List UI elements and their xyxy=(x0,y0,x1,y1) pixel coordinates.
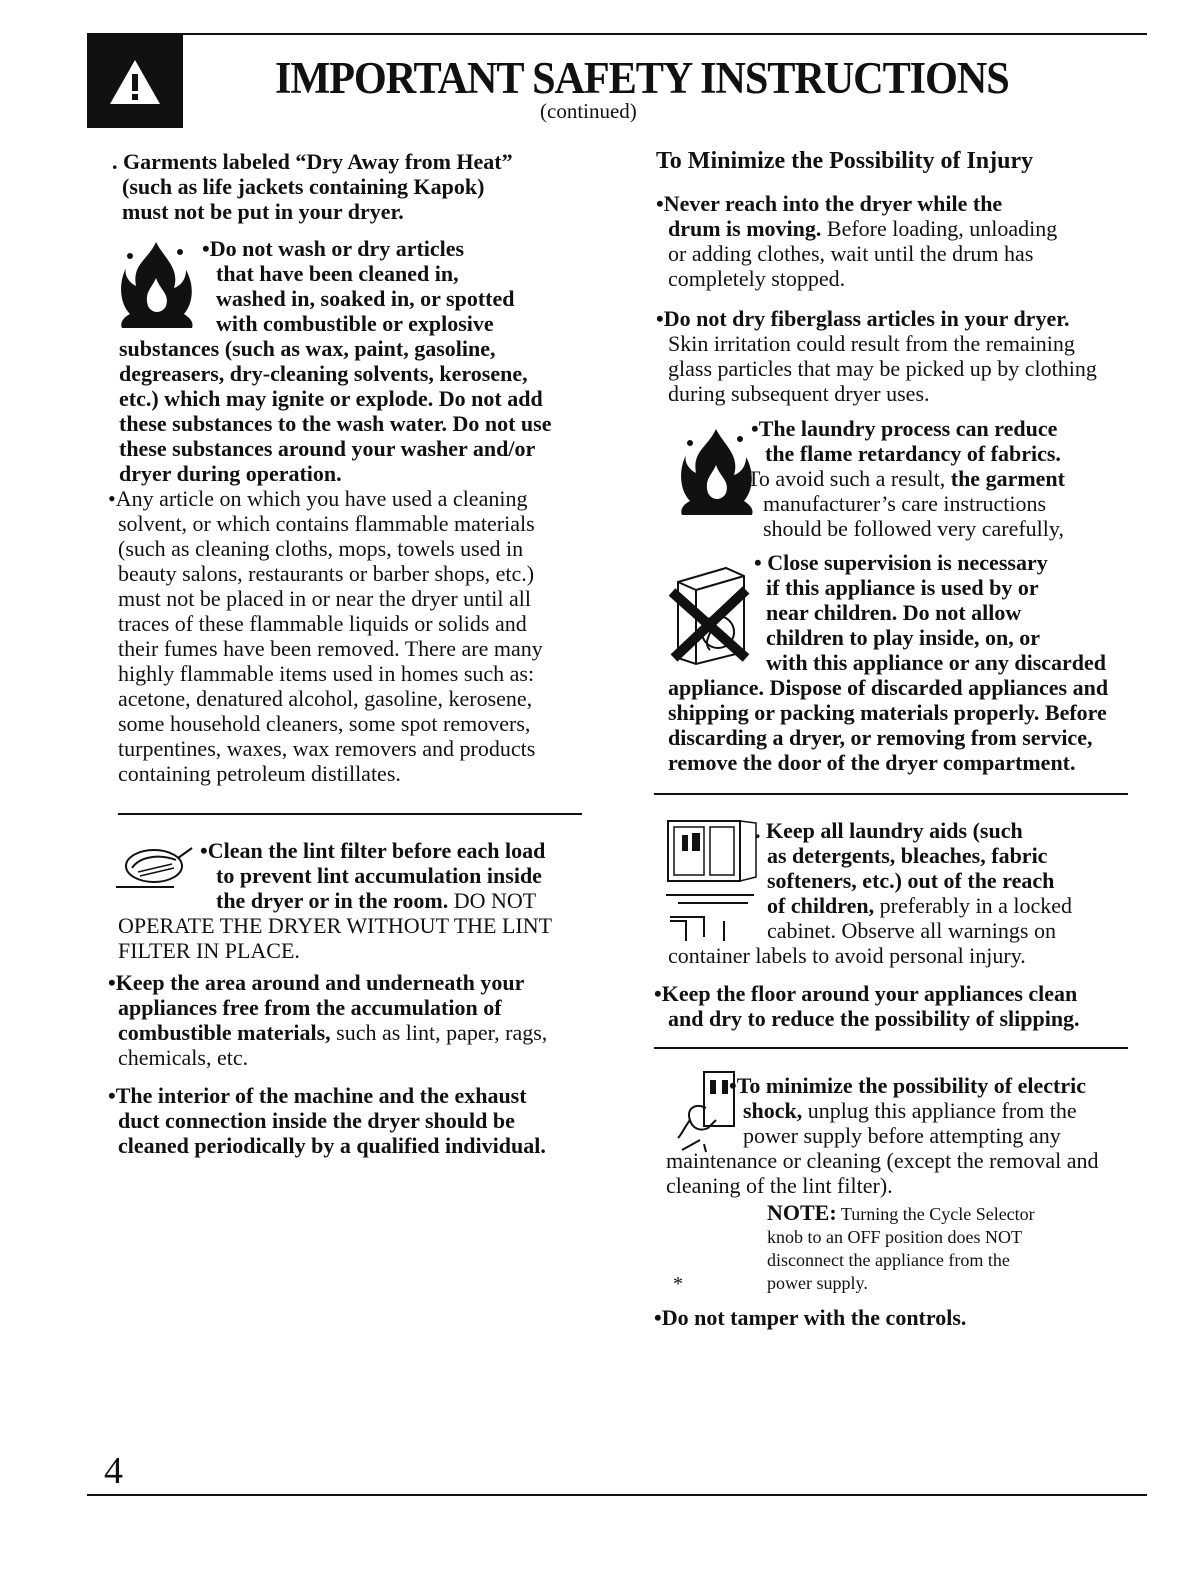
text-line: •Do not tamper with the controls. xyxy=(654,1305,967,1330)
cabinet-icon xyxy=(664,817,760,943)
text-line: appliances free from the accumulation of xyxy=(118,995,502,1020)
text-line: turpentines, waxes, wax removers and products xyxy=(118,736,536,761)
text-line: traces of these flammable liquids or solids and xyxy=(118,611,527,636)
asterisk-mark: * xyxy=(673,1273,683,1295)
text-line: •Any article on which you have used a cleaning xyxy=(108,486,528,511)
text-line: children to play inside, on, or xyxy=(766,625,1041,650)
text-span: shock, xyxy=(743,1098,803,1123)
text-line xyxy=(108,1020,547,1045)
text-line: •Keep the floor around your appliances clean xyxy=(654,981,1078,1006)
text-line: discarding a dryer, or removing from service, xyxy=(668,725,1093,750)
left-divider xyxy=(118,813,582,815)
any-article-block xyxy=(108,486,543,786)
text-line: to prevent lint accumulation inside xyxy=(216,863,542,888)
text-span: of children, xyxy=(767,893,875,918)
floor-block xyxy=(654,981,1080,1031)
text-span: Turning the Cycle Selector xyxy=(836,1204,1035,1224)
text-line: disconnect the appliance from the xyxy=(767,1250,1010,1270)
text-line: •Never reach into the dryer while the xyxy=(656,191,1003,216)
text-line xyxy=(747,466,1065,491)
text-line: duct connection inside the dryer should be xyxy=(118,1108,515,1133)
text-line: must not be placed in or near the dryer until all xyxy=(118,586,531,611)
fiberglass-block xyxy=(656,306,1097,406)
note-block xyxy=(767,1201,1035,1295)
text-line: as detergents, bleaches, fabric xyxy=(767,843,1048,868)
text-line xyxy=(200,888,545,913)
text-line: near children. Do not allow xyxy=(766,600,1022,625)
text-line: remove the door of the dryer compartment. xyxy=(668,750,1076,775)
text-line: these substances around your washer and/or xyxy=(119,436,536,461)
text-line: and dry to reduce the possibility of slipping. xyxy=(668,1006,1080,1031)
tamper-block xyxy=(654,1305,966,1330)
text-line: acetone, denatured alcohol, gasoline, kerosene, xyxy=(118,686,533,711)
right-divider xyxy=(654,793,1128,795)
text-line: should be followed very carefully, xyxy=(763,516,1064,541)
text-line: OPERATE THE DRYER WITHOUT THE LINT xyxy=(118,913,553,938)
text-span: the dryer or in the room. xyxy=(216,888,449,913)
supervision-continued xyxy=(668,675,1108,775)
text-line xyxy=(656,216,1057,241)
right-divider-2 xyxy=(654,1047,1128,1049)
text-span: such as lint, paper, rags, xyxy=(330,1020,548,1045)
text-line: the flame retardancy of fabrics. xyxy=(765,441,1061,466)
text-line: container labels to avoid personal injury. xyxy=(668,943,1026,968)
top-rule xyxy=(87,33,1147,35)
text-line xyxy=(767,1201,1035,1226)
lint-filter-block xyxy=(200,838,545,913)
text-line: degreasers, dry-cleaning solvents, kerosene, xyxy=(119,361,528,386)
no-child-in-appliance-icon xyxy=(666,562,750,666)
text-span: DO NOT xyxy=(448,888,537,913)
text-span: Before loading, unloading xyxy=(821,216,1058,241)
warning-box xyxy=(87,34,183,128)
electric-shock-continued xyxy=(666,1148,1098,1198)
text-line: substances (such as wax, paint, gasoline, xyxy=(119,336,496,361)
lint-filter-icon xyxy=(114,838,196,894)
text-line: softeners, etc.) out of the reach xyxy=(767,868,1055,893)
note-label: NOTE: xyxy=(767,1200,837,1225)
text-span: preferably in a locked xyxy=(874,893,1073,918)
text-line: chemicals, etc. xyxy=(118,1045,249,1070)
text-line: . Garments labeled “Dry Away from Heat” xyxy=(112,149,513,174)
do-not-wash-continued xyxy=(119,336,551,486)
page-title: IMPORTANT SAFETY INSTRUCTIONS xyxy=(275,53,1009,103)
text-line: if this appliance is used by or xyxy=(766,575,1039,600)
text-line: power supply. xyxy=(767,1273,868,1293)
text-line: cleaned periodically by a qualified individual. xyxy=(118,1133,546,1158)
text-line: appliance. Dispose of discarded appliances and xyxy=(668,675,1109,700)
text-line: must not be put in your dryer. xyxy=(122,199,404,224)
text-line: highly flammable items used in homes such as: xyxy=(118,661,535,686)
text-line: during subsequent dryer uses. xyxy=(668,381,930,406)
bottom-rule xyxy=(87,1494,1147,1496)
text-span: combustible materials, xyxy=(118,1020,331,1045)
text-line xyxy=(729,1098,1086,1123)
text-line: manufacturer’s care instructions xyxy=(763,491,1047,516)
text-span: drum is moving. xyxy=(668,216,822,241)
text-line: beauty salons, restaurants or barber shops, etc.) xyxy=(118,561,535,586)
text-line: maintenance or cleaning (except the removal and xyxy=(666,1148,1099,1173)
warning-triangle-icon xyxy=(108,58,162,106)
garments-block xyxy=(112,149,513,224)
text-line: •Do not dry fiberglass articles in your dryer. xyxy=(656,306,1070,331)
text-line: (such as cleaning cloths, mops, towels used in xyxy=(118,536,524,561)
text-line: •To minimize the possibility of electric xyxy=(729,1073,1087,1098)
text-line: •The interior of the machine and the exhaust xyxy=(108,1083,527,1108)
text-line: power supply before attempting any xyxy=(743,1123,1061,1148)
text-line: or adding clothes, wait until the drum has xyxy=(668,241,1034,266)
text-line: etc.) which may ignite or explode. Do not add xyxy=(119,386,543,411)
text-line: •Clean the lint filter before each load xyxy=(200,838,546,863)
text-line: shipping or packing materials properly. Before xyxy=(668,700,1107,725)
supervision-block xyxy=(754,550,1106,675)
text-line: that have been cleaned in, xyxy=(216,261,459,286)
text-line xyxy=(755,893,1072,918)
text-line: •Do not wash or dry articles xyxy=(202,236,465,261)
text-line: some household cleaners, some spot removers, xyxy=(118,711,531,736)
text-line: solvent, or which contains flammable materials xyxy=(118,511,535,536)
text-line: cleaning of the lint filter). xyxy=(666,1173,893,1198)
laundry-process-block xyxy=(747,416,1065,541)
page-number: 4 xyxy=(104,1450,123,1492)
text-line: • Close supervision is necessary xyxy=(754,550,1048,575)
text-line: •Keep the area around and underneath your xyxy=(108,970,525,995)
section-heading: To Minimize the Possibility of Injury xyxy=(656,148,1034,174)
fire-icon xyxy=(678,425,756,517)
text-line: Skin irritation could result from the remaining xyxy=(668,331,1075,356)
text-line: (such as life jackets containing Kapok) xyxy=(122,174,485,199)
do-not-wash-block xyxy=(202,236,515,336)
page-subtitle: (continued) xyxy=(540,99,637,123)
laundry-aids-block xyxy=(755,818,1072,943)
text-line: washed in, soaked in, or spotted xyxy=(216,286,515,311)
text-line: •The laundry process can reduce xyxy=(751,416,1058,441)
text-line: with this appliance or any discarded xyxy=(766,650,1107,675)
laundry-aids-continued xyxy=(668,943,1026,968)
text-line: knob to an OFF position does NOT xyxy=(767,1227,1023,1247)
text-line: with combustible or explosive xyxy=(216,311,494,336)
text-line: dryer during operation. xyxy=(119,461,342,486)
text-line: FILTER IN PLACE. xyxy=(118,938,300,963)
text-line: glass particles that may be picked up by clothing xyxy=(668,356,1097,381)
text-line: completely stopped. xyxy=(668,266,846,291)
text-span: the garment xyxy=(945,466,1065,491)
lint-filter-continued xyxy=(118,913,552,963)
keep-area-block xyxy=(108,970,547,1070)
text-line: their fumes have been removed. There are many xyxy=(118,636,543,661)
interior-block xyxy=(108,1083,546,1158)
fire-icon xyxy=(118,238,196,330)
text-span: To avoid such a result, xyxy=(747,466,946,491)
text-span: unplug this appliance from the xyxy=(802,1098,1077,1123)
text-line: cabinet. Observe all warnings on xyxy=(767,918,1056,943)
text-line: . Keep all laundry aids (such xyxy=(755,818,1023,843)
text-line: these substances to the wash water. Do not use xyxy=(119,411,552,436)
electric-shock-block xyxy=(729,1073,1086,1148)
never-reach-block xyxy=(656,191,1057,291)
text-line: containing petroleum distillates. xyxy=(118,761,401,786)
